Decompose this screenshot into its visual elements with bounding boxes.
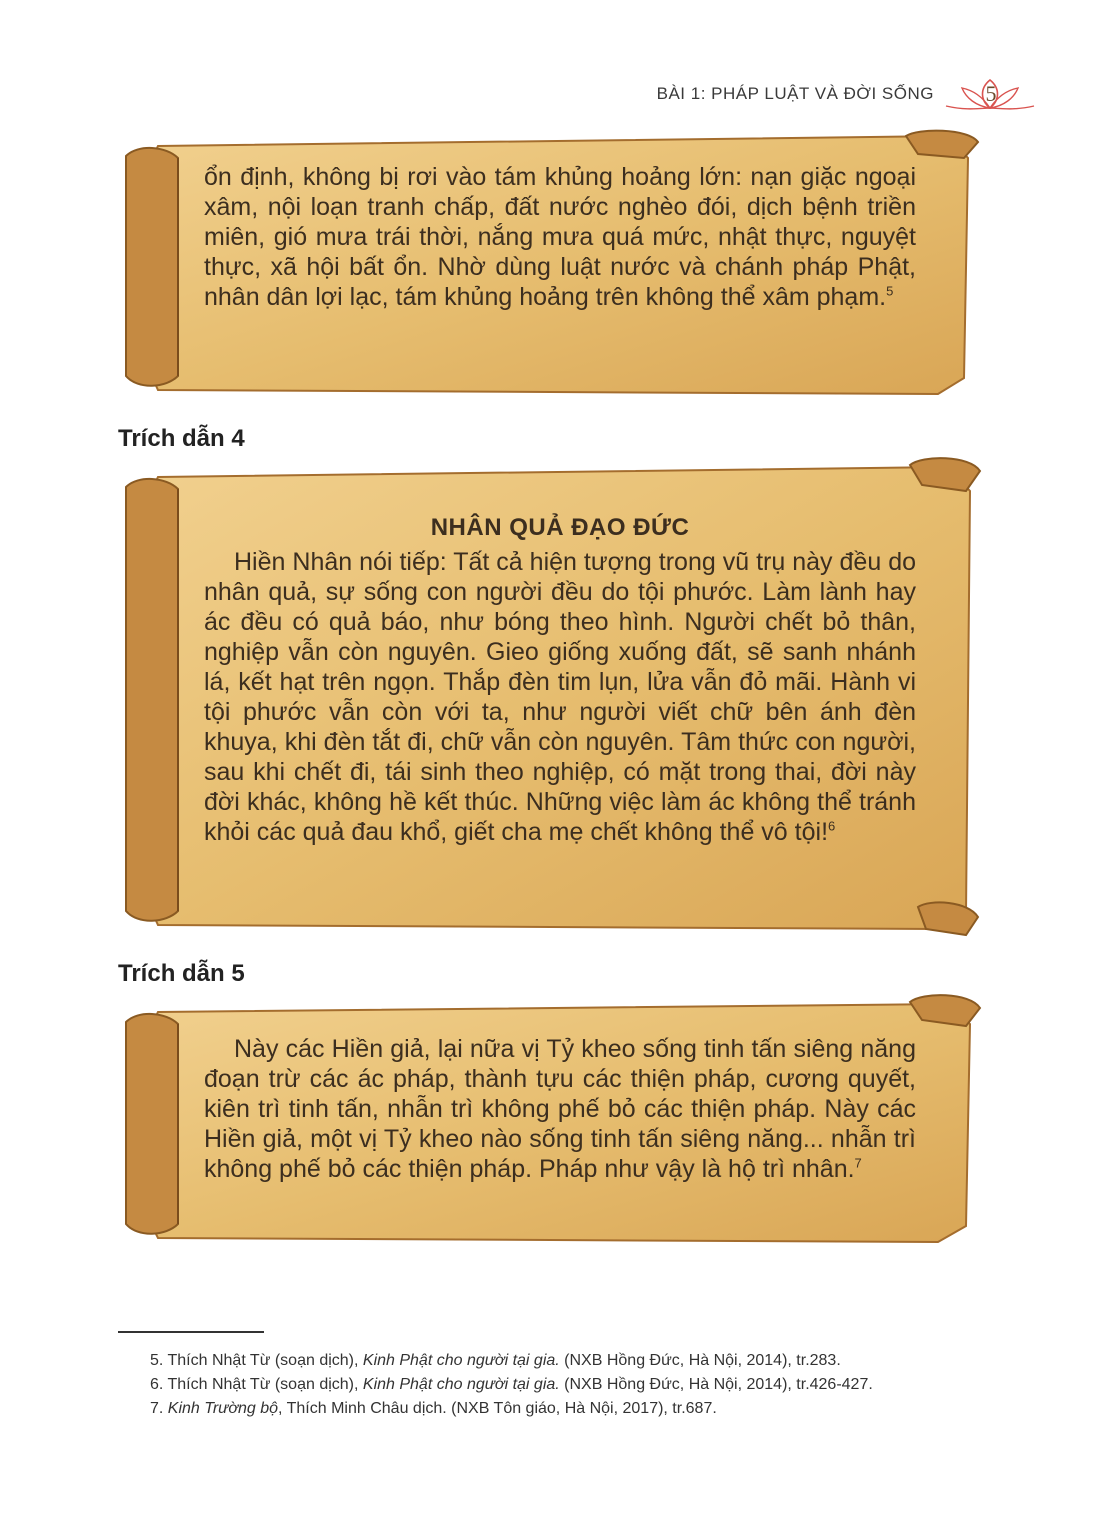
quote4-heading: Trích dẫn 4 <box>118 425 245 452</box>
footnote-7: 7. Kinh Trường bộ, Thích Minh Châu dịch. (NXB Tôn giáo, Hà Nội, 2017), tr.687. <box>150 1400 717 1417</box>
footnote-5: 5. Thích Nhật Từ (soạn dịch), Kinh Phật cho người tại gia. (NXB Hồng Đức, Hà Nội, 2014), tr.283. <box>150 1352 841 1369</box>
scroll-panel-quote4 <box>118 455 986 940</box>
footnote-divider <box>118 1331 264 1333</box>
footnotes <box>118 1350 988 1422</box>
footnote-ref-5[interactable]: 5 <box>886 283 894 299</box>
quote5-heading: Trích dẫn 5 <box>118 960 245 987</box>
scroll-body-text <box>204 513 916 847</box>
footnote-ref-6[interactable]: 6 <box>828 818 836 834</box>
scroll-body-text <box>204 1034 916 1184</box>
lotus-ornament <box>944 76 1036 112</box>
footnote-ref-7[interactable]: 7 <box>854 1155 862 1171</box>
quote4-text: Hiền Nhân nói tiếp: Tất cả hiện tượng trong vũ trụ này đều do nhân quả, sự sống con người đều do tội phước. Làm lành hay ác đều có quả báo, như bóng theo hình. Người chết bỏ thân, nghiệp vẫn còn nguyên. Gieo giống xuống đất, sẽ sanh nhánh lá, kết hạt trên ngọn. Thắp đèn tim lụn, lửa vẫn đỏ mãi. Hành vi tội phước vẫn còn với ta, như người viết chữ bên ánh đèn khuya, khi đèn tắt đi, chữ vẫn còn nguyên. Tâm thức con người, sau khi chết đi, tái sinh theo nghiệp, có mặt trong thai, đời này đời khác, không hề kết thúc. Những việc làm ác không thể tránh khỏi các quả đau khổ, giết cha mẹ chết không thể vô tội! <box>204 548 916 846</box>
footnote-6: 6. Thích Nhật Từ (soạn dịch), Kinh Phật cho người tại gia. (NXB Hồng Đức, Hà Nội, 2014), tr.426-427. <box>150 1376 873 1393</box>
scroll-panel-quote5 <box>118 990 986 1252</box>
quote4-title: NHÂN QUẢ ĐẠO ĐỨC <box>430 514 690 541</box>
running-title: BÀI 1: PHÁP LUẬT VÀ ĐỜI SỐNG <box>656 84 934 103</box>
scroll-body-text <box>204 162 916 312</box>
scroll1-text: ổn định, không bị rơi vào tám khủng hoảng lớn: nạn giặc ngoại xâm, nội loạn tranh chấp, đất nước nghèo đói, dịch bệnh triền miên, gió mưa trái thời, nắng mưa quá mức, nhật thực, nguyệt thực, xã hội bất ổn. Nhờ dùng luật nước và chánh pháp Phật, nhân dân lợi lạc, tám khủng hoảng trên không thể xâm phạm. <box>204 163 916 311</box>
page-number: 5 <box>985 81 997 106</box>
scroll-panel-continued <box>118 128 986 400</box>
quote5-text: Này các Hiền giả, lại nữa vị Tỷ kheo sống tinh tấn siêng năng đoạn trừ các ác pháp, thành tựu các thiện pháp, cương quyết, kiên trì tinh tấn, nhẫn trì không phế bỏ các thiện pháp. Này các Hiền giả, một vị Tỷ kheo nào sống tinh tấn siêng năng... nhẫn trì không phế bỏ các thiện pháp. Pháp như vậy là hộ trì nhân. <box>204 1035 916 1183</box>
running-header <box>657 76 1036 112</box>
